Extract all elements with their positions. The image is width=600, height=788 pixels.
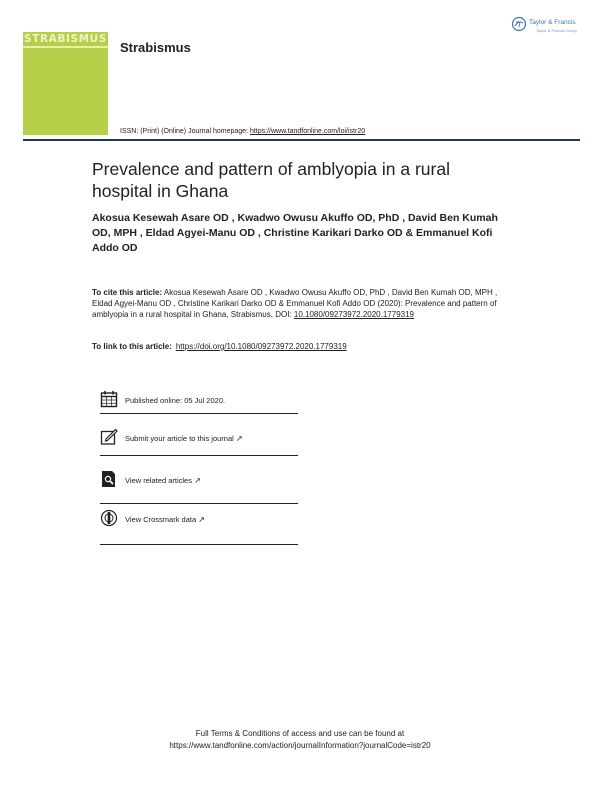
calendar-icon [100, 390, 118, 408]
external-link-icon: ↗︎ [235, 434, 243, 443]
crossmark-link[interactable]: View Crossmark data ↗︎ [125, 515, 205, 524]
issn-prefix: ISSN: (Print) (Online) Journal homepage: [120, 128, 250, 135]
cite-label: To cite this article: [92, 288, 163, 297]
footer-terms-link[interactable]: https://www.tandfonline.com/action/journalInformation?journalCode=istr20 [169, 741, 431, 750]
authors: Akosua Kesewah Asare OD , Kwadwo Owusu Akuffo OD, PhD , David Ben Kumah OD, MPH , Eldad Agyei-Manu OD , Christine Karikari Darko OD & Emmanuel Kofi Addo OD [92, 212, 498, 254]
journal-name: Strabismus [120, 40, 191, 55]
header-rule [23, 139, 580, 141]
publisher-logo-icon [511, 16, 527, 32]
journal-homepage-link[interactable]: https://www.tandfonline.com/loi/istr20 [249, 128, 366, 135]
link-label: To link to this article: [92, 342, 172, 351]
cover-title: STRABISMUS [24, 33, 107, 45]
related-articles-link[interactable]: View related articles ↗︎ [125, 476, 201, 485]
info-divider [100, 544, 298, 545]
info-divider [100, 503, 298, 504]
publisher-subtitle: Taylor & Francis Group [536, 28, 577, 33]
article-title: Prevalence and pattern of amblyopia in a rural hospital in Ghana [92, 159, 450, 201]
issn-line [120, 128, 365, 135]
crossmark-item[interactable] [100, 509, 298, 529]
external-link-icon: ↗︎ [198, 515, 205, 524]
edit-icon [100, 428, 118, 446]
submit-article-link[interactable]: Submit your article to this journal ↗︎ [125, 434, 243, 443]
published-online-text: Published online: 05 Jul 2020. [125, 396, 226, 405]
footer-terms: Full Terms & Conditions of access and use can be found at [195, 729, 405, 738]
cite-text: Akosua Kesewah Asare OD , Kwadwo Owusu Akuffo OD, PhD , David Ben Kumah OD, MPH , Eldad Agyei-Manu OD , Christine Karikari Darko OD & Emmanuel Kofi Addo OD (2020): Prevalence and pattern of amblyopia in a rural hospital in Ghana, Strabismus, DOI: [92, 288, 498, 319]
related-articles-item[interactable] [100, 470, 298, 490]
cover-band [23, 46, 108, 48]
citation [92, 287, 502, 320]
search-document-icon [100, 470, 118, 488]
article-doi-link[interactable]: https://doi.org/10.1080/09273972.2020.1779319 [175, 342, 347, 351]
info-divider [100, 455, 298, 456]
crossmark-icon [100, 509, 118, 527]
publisher-name: Taylor & Francis [529, 19, 576, 26]
info-divider [100, 413, 298, 414]
article-link-line [92, 342, 347, 351]
submit-article-item[interactable] [100, 428, 298, 448]
external-link-icon: ↗︎ [194, 476, 201, 485]
journal-cover [23, 32, 108, 135]
publisher-logo [511, 16, 581, 38]
cite-doi-link[interactable]: 10.1080/09273972.2020.1779319 [293, 310, 414, 319]
published-online-item [100, 390, 298, 410]
